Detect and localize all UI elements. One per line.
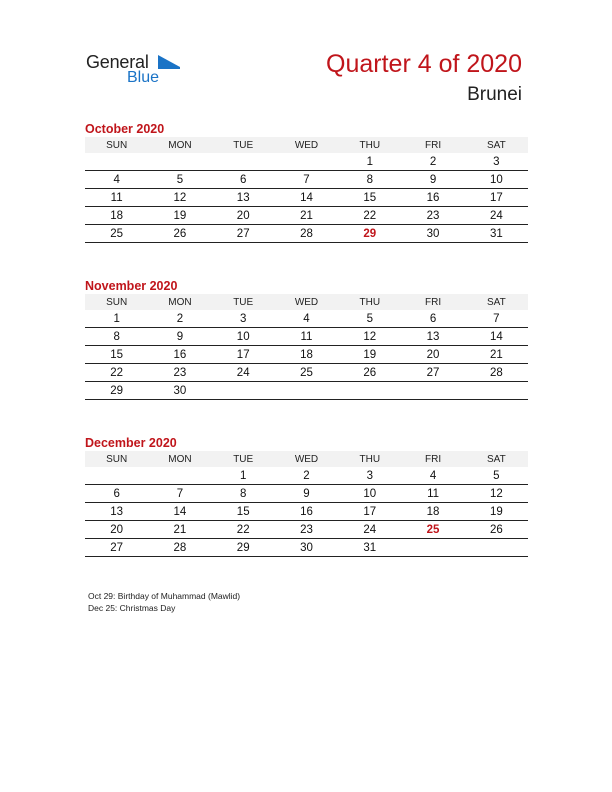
calendar-grid <box>85 294 528 400</box>
day-cell: 11 <box>401 485 464 503</box>
day-cell: 18 <box>401 503 464 521</box>
weekday-header: SAT <box>465 137 528 153</box>
day-cell: 14 <box>148 503 211 521</box>
day-cell: 16 <box>401 189 464 207</box>
logo-flag-icon <box>158 55 180 67</box>
week-row <box>85 225 528 243</box>
day-cell: 13 <box>212 189 275 207</box>
weekday-header: THU <box>338 294 401 310</box>
day-cell: 22 <box>338 207 401 225</box>
page-title: Quarter 4 of 2020 <box>326 50 522 78</box>
day-cell: 25 <box>275 364 338 382</box>
empty-day-cell <box>465 539 528 557</box>
week-row <box>85 382 528 400</box>
week-row <box>85 485 528 503</box>
day-cell: 28 <box>148 539 211 557</box>
day-cell: 6 <box>85 485 148 503</box>
week-row <box>85 153 528 171</box>
week-row <box>85 310 528 328</box>
day-cell: 2 <box>275 467 338 485</box>
day-cell: 16 <box>148 346 211 364</box>
holiday-note: Oct 29: Birthday of Muhammad (Mawlid) <box>88 591 241 601</box>
day-cell: 22 <box>85 364 148 382</box>
day-cell: 30 <box>275 539 338 557</box>
day-cell: 27 <box>85 539 148 557</box>
empty-day-cell <box>401 382 464 400</box>
day-cell: 4 <box>401 467 464 485</box>
day-cell: 16 <box>275 503 338 521</box>
day-cell: 2 <box>401 153 464 171</box>
week-row <box>85 521 528 539</box>
day-cell: 8 <box>338 171 401 189</box>
day-cell: 17 <box>465 189 528 207</box>
weekday-header: WED <box>275 451 338 467</box>
empty-day-cell <box>212 153 275 171</box>
day-cell: 21 <box>465 346 528 364</box>
weekday-header: SAT <box>465 294 528 310</box>
day-cell: 4 <box>85 171 148 189</box>
weekday-header: FRI <box>401 294 464 310</box>
day-cell: 1 <box>338 153 401 171</box>
weekday-header: SUN <box>85 451 148 467</box>
day-cell: 24 <box>212 364 275 382</box>
day-cell: 7 <box>148 485 211 503</box>
month-calendar <box>85 121 528 243</box>
day-cell: 8 <box>212 485 275 503</box>
day-cell: 12 <box>338 328 401 346</box>
holiday-note: Dec 25: Christmas Day <box>88 603 176 613</box>
day-cell: 17 <box>212 346 275 364</box>
week-row <box>85 539 528 557</box>
day-cell: 10 <box>465 171 528 189</box>
day-cell: 18 <box>275 346 338 364</box>
day-cell: 5 <box>338 310 401 328</box>
day-cell: 19 <box>338 346 401 364</box>
day-cell: 31 <box>338 539 401 557</box>
logo-text-blue: Blue <box>127 69 160 86</box>
day-cell: 1 <box>212 467 275 485</box>
day-cell: 30 <box>401 225 464 243</box>
day-cell: 23 <box>148 364 211 382</box>
day-cell: 7 <box>275 171 338 189</box>
empty-day-cell <box>212 382 275 400</box>
day-cell: 11 <box>275 328 338 346</box>
weekday-header: WED <box>275 137 338 153</box>
day-cell: 3 <box>212 310 275 328</box>
empty-day-cell <box>338 382 401 400</box>
day-cell: 20 <box>401 346 464 364</box>
day-cell: 26 <box>465 521 528 539</box>
weekday-header: FRI <box>401 137 464 153</box>
day-cell: 5 <box>148 171 211 189</box>
empty-day-cell <box>275 382 338 400</box>
day-cell: 20 <box>85 521 148 539</box>
day-cell: 13 <box>85 503 148 521</box>
weekday-header: TUE <box>212 294 275 310</box>
day-cell: 29 <box>85 382 148 400</box>
weekday-header-row <box>85 137 528 153</box>
holiday-notes <box>88 590 240 614</box>
weekday-header: THU <box>338 137 401 153</box>
generalblue-logo <box>86 52 196 92</box>
day-cell: 21 <box>148 521 211 539</box>
month-title: December 2020 <box>85 436 177 450</box>
day-cell: 28 <box>465 364 528 382</box>
week-row <box>85 328 528 346</box>
day-cell: 20 <box>212 207 275 225</box>
day-cell: 24 <box>465 207 528 225</box>
empty-day-cell <box>85 467 148 485</box>
weekday-header: THU <box>338 451 401 467</box>
day-cell: 23 <box>401 207 464 225</box>
empty-day-cell <box>275 153 338 171</box>
day-cell: 25 <box>401 521 464 539</box>
day-cell: 1 <box>85 310 148 328</box>
empty-day-cell <box>465 382 528 400</box>
day-cell: 4 <box>275 310 338 328</box>
day-cell: 2 <box>148 310 211 328</box>
day-cell: 13 <box>401 328 464 346</box>
day-cell: 8 <box>85 328 148 346</box>
day-cell: 9 <box>275 485 338 503</box>
calendar-grid <box>85 137 528 243</box>
day-cell: 29 <box>212 539 275 557</box>
day-cell: 11 <box>85 189 148 207</box>
day-cell: 31 <box>465 225 528 243</box>
day-cell: 18 <box>85 207 148 225</box>
day-cell: 10 <box>338 485 401 503</box>
empty-day-cell <box>148 153 211 171</box>
day-cell: 21 <box>275 207 338 225</box>
day-cell: 9 <box>401 171 464 189</box>
day-cell: 26 <box>148 225 211 243</box>
day-cell: 3 <box>338 467 401 485</box>
week-row <box>85 171 528 189</box>
weekday-header: MON <box>148 137 211 153</box>
empty-day-cell <box>85 153 148 171</box>
week-row <box>85 207 528 225</box>
day-cell: 22 <box>212 521 275 539</box>
day-cell: 5 <box>465 467 528 485</box>
day-cell: 24 <box>338 521 401 539</box>
day-cell: 14 <box>275 189 338 207</box>
day-cell: 19 <box>148 207 211 225</box>
weekday-header: SAT <box>465 451 528 467</box>
day-cell: 15 <box>338 189 401 207</box>
day-cell: 23 <box>275 521 338 539</box>
day-cell: 14 <box>465 328 528 346</box>
day-cell: 30 <box>148 382 211 400</box>
weekday-header-row <box>85 294 528 310</box>
day-cell: 19 <box>465 503 528 521</box>
empty-day-cell <box>401 539 464 557</box>
day-cell: 27 <box>401 364 464 382</box>
day-cell: 17 <box>338 503 401 521</box>
month-title: November 2020 <box>85 279 178 293</box>
day-cell: 12 <box>148 189 211 207</box>
weekday-header: FRI <box>401 451 464 467</box>
weekday-header-row <box>85 451 528 467</box>
day-cell: 3 <box>465 153 528 171</box>
day-cell: 12 <box>465 485 528 503</box>
day-cell: 6 <box>401 310 464 328</box>
week-row <box>85 189 528 207</box>
weekday-header: TUE <box>212 451 275 467</box>
day-cell: 27 <box>212 225 275 243</box>
day-cell: 26 <box>338 364 401 382</box>
weekday-header: TUE <box>212 137 275 153</box>
calendar-grid <box>85 451 528 557</box>
day-cell: 6 <box>212 171 275 189</box>
logo-flag-bar-icon <box>158 67 180 69</box>
day-cell: 9 <box>148 328 211 346</box>
day-cell: 10 <box>212 328 275 346</box>
weekday-header: MON <box>148 294 211 310</box>
month-calendar <box>85 435 528 557</box>
weekday-header: MON <box>148 451 211 467</box>
day-cell: 25 <box>85 225 148 243</box>
week-row <box>85 346 528 364</box>
weekday-header: SUN <box>85 137 148 153</box>
month-title: October 2020 <box>85 122 165 136</box>
week-row <box>85 467 528 485</box>
day-cell: 28 <box>275 225 338 243</box>
week-row <box>85 364 528 382</box>
week-row <box>85 503 528 521</box>
empty-day-cell <box>148 467 211 485</box>
day-cell: 15 <box>85 346 148 364</box>
logo-text-general: General <box>86 52 149 72</box>
day-cell: 29 <box>338 225 401 243</box>
weekday-header: SUN <box>85 294 148 310</box>
country-name: Brunei <box>467 84 522 105</box>
month-calendar <box>85 278 528 400</box>
day-cell: 7 <box>465 310 528 328</box>
weekday-header: WED <box>275 294 338 310</box>
day-cell: 15 <box>212 503 275 521</box>
